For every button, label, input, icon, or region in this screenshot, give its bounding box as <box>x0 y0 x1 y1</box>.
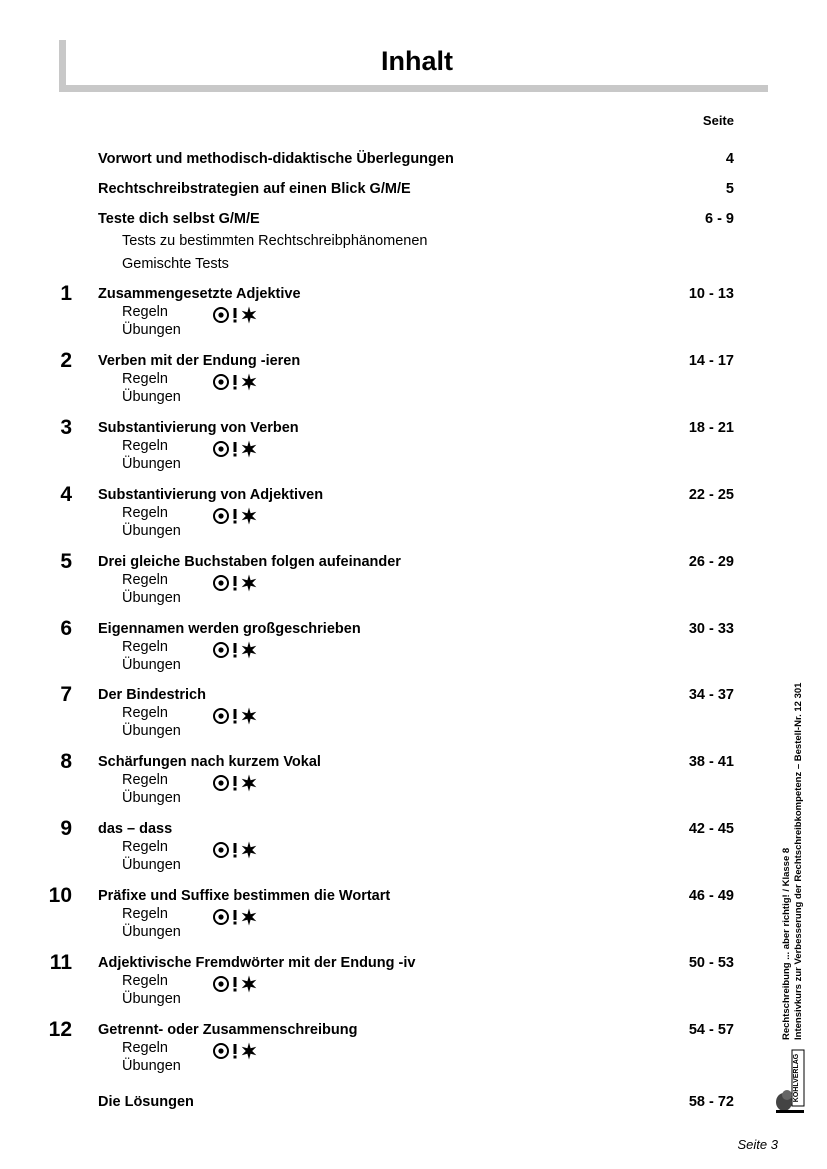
star-icon <box>240 440 258 458</box>
chapter-number: 9 <box>60 817 72 840</box>
chapter-entry <box>0 349 827 373</box>
uebungen-label: Übungen <box>122 389 181 405</box>
target-icon <box>212 440 230 458</box>
icon-group <box>212 1042 258 1060</box>
entry-pages: 4 <box>725 151 734 167</box>
chapter-entry <box>0 1018 827 1042</box>
icon-group <box>212 507 258 525</box>
target-icon <box>212 1042 230 1060</box>
regeln-label: Regeln <box>122 304 168 320</box>
chapter-title: das – dass <box>98 821 173 837</box>
entry-title: Teste dich selbst G/M/E <box>98 211 260 227</box>
uebungen-label: Übungen <box>122 590 181 606</box>
icon-group <box>212 641 258 659</box>
chapter-entry <box>0 683 827 707</box>
test-subentry: Gemischte Tests <box>122 256 229 272</box>
regeln-label: Regeln <box>122 973 168 989</box>
solutions-pages: 58 - 72 <box>688 1094 734 1110</box>
uebungen-label: Übungen <box>122 456 181 472</box>
chapter-pages: 22 - 25 <box>688 487 734 503</box>
icon-group <box>212 574 258 592</box>
side-publication-info <box>781 683 805 1040</box>
chapter-number: 8 <box>60 750 72 773</box>
chapter-number: 6 <box>60 617 72 640</box>
chapter-number: 5 <box>60 550 72 573</box>
regeln-label: Regeln <box>122 1040 168 1056</box>
chapter-title: Der Bindestrich <box>98 687 206 703</box>
chapter-title: Substantivierung von Adjektiven <box>98 487 324 503</box>
regeln-label: Regeln <box>122 639 168 655</box>
chapter-pages: 46 - 49 <box>688 888 734 904</box>
chapter-pages: 38 - 41 <box>688 754 734 770</box>
title-bar <box>59 40 768 92</box>
regeln-label: Regeln <box>122 371 168 387</box>
chapter-entry <box>0 416 827 440</box>
chapter-entry <box>0 884 827 908</box>
target-icon <box>212 306 230 324</box>
regeln-label: Regeln <box>122 572 168 588</box>
chapter-pages: 26 - 29 <box>688 554 734 570</box>
star-icon <box>240 841 258 859</box>
uebungen-label: Übungen <box>122 657 181 673</box>
exclamation-icon <box>232 774 238 792</box>
uebungen-label: Übungen <box>122 523 181 539</box>
chapter-entry <box>0 750 827 774</box>
chapter-entry <box>0 282 827 306</box>
chapter-title: Verben mit der Endung -ieren <box>98 353 301 369</box>
star-icon <box>240 975 258 993</box>
solutions-title: Die Lösungen <box>98 1094 194 1110</box>
uebungen-label: Übungen <box>122 924 181 940</box>
chapter-number: 1 <box>60 282 72 305</box>
exclamation-icon <box>232 975 238 993</box>
target-icon <box>212 373 230 391</box>
chapter-number: 7 <box>60 683 72 706</box>
icon-group <box>212 774 258 792</box>
chapter-pages: 10 - 13 <box>688 286 734 302</box>
star-icon <box>240 1042 258 1060</box>
chapter-title: Schärfungen nach kurzem Vokal <box>98 754 321 770</box>
side-line-1: Rechtschreibung ... aber richtig! / Klasse 8 <box>781 847 792 1040</box>
star-icon <box>240 908 258 926</box>
chapter-entry <box>0 617 827 641</box>
icon-group <box>212 306 258 324</box>
chapter-pages: 50 - 53 <box>688 955 734 971</box>
logo-text: KOHLVERLAG <box>793 1053 800 1103</box>
star-icon <box>240 507 258 525</box>
chapter-entry <box>0 817 827 841</box>
regeln-label: Regeln <box>122 505 168 521</box>
star-icon <box>240 306 258 324</box>
exclamation-icon <box>232 841 238 859</box>
regeln-label: Regeln <box>122 438 168 454</box>
publisher-logo <box>774 1048 806 1116</box>
star-icon <box>240 707 258 725</box>
chapter-number: 3 <box>60 416 72 439</box>
chapter-pages: 54 - 57 <box>688 1022 734 1038</box>
star-icon <box>240 373 258 391</box>
exclamation-icon <box>232 507 238 525</box>
star-icon <box>240 641 258 659</box>
exclamation-icon <box>232 574 238 592</box>
chapter-pages: 34 - 37 <box>688 687 734 703</box>
regeln-label: Regeln <box>122 772 168 788</box>
page-title: Inhalt <box>381 46 453 76</box>
target-icon <box>212 507 230 525</box>
chapter-title: Adjektivische Fremdwörter mit der Endung -iv <box>98 955 416 971</box>
uebungen-label: Übungen <box>122 322 181 338</box>
uebungen-label: Übungen <box>122 723 181 739</box>
seite-column-header: Seite <box>702 113 734 128</box>
chapter-pages: 14 - 17 <box>688 353 734 369</box>
regeln-label: Regeln <box>122 839 168 855</box>
exclamation-icon <box>232 440 238 458</box>
entry-title: Rechtschreibstrategien auf einen Blick G/M/E <box>98 181 411 197</box>
exclamation-icon <box>232 908 238 926</box>
chapter-number: 11 <box>49 951 72 974</box>
chapter-number: 10 <box>48 884 72 907</box>
side-line-2: Intensivkurs zur Verbesserung der Rechtschreibkompetenz – Bestell-Nr. 12 301 <box>793 682 804 1040</box>
exclamation-icon <box>232 707 238 725</box>
uebungen-label: Übungen <box>122 1058 181 1074</box>
uebungen-label: Übungen <box>122 857 181 873</box>
star-icon <box>240 774 258 792</box>
chapter-title: Eigennamen werden großgeschrieben <box>98 621 361 637</box>
target-icon <box>212 641 230 659</box>
page-number: Seite 3 <box>737 1137 778 1152</box>
icon-group <box>212 707 258 725</box>
regeln-label: Regeln <box>122 906 168 922</box>
chapter-title: Zusammengesetzte Adjektive <box>98 286 301 302</box>
regeln-label: Regeln <box>122 705 168 721</box>
toc-entry <box>0 211 827 231</box>
entry-pages: 6 - 9 <box>704 211 734 227</box>
solutions-entry <box>0 1094 827 1114</box>
chapter-number: 2 <box>60 349 72 372</box>
star-icon <box>240 574 258 592</box>
uebungen-label: Übungen <box>122 991 181 1007</box>
target-icon <box>212 975 230 993</box>
entry-title: Vorwort und methodisch-didaktische Überlegungen <box>98 151 454 167</box>
target-icon <box>212 908 230 926</box>
chapter-entry <box>0 951 827 975</box>
exclamation-icon <box>232 641 238 659</box>
icon-group <box>212 841 258 859</box>
target-icon <box>212 574 230 592</box>
chapter-pages: 30 - 33 <box>688 621 734 637</box>
uebungen-label: Übungen <box>122 790 181 806</box>
toc-entry <box>0 151 827 171</box>
exclamation-icon <box>232 1042 238 1060</box>
target-icon <box>212 707 230 725</box>
entry-pages: 5 <box>725 181 734 197</box>
chapter-entry <box>0 483 827 507</box>
chapter-title: Drei gleiche Buchstaben folgen aufeinander <box>98 554 401 570</box>
icon-group <box>212 373 258 391</box>
chapter-title: Getrennt- oder Zusammenschreibung <box>98 1022 358 1038</box>
chapter-number: 12 <box>48 1018 72 1041</box>
toc-entry <box>0 181 827 201</box>
chapter-title: Präfixe und Suffixe bestimmen die Wortart <box>98 888 391 904</box>
icon-group <box>212 440 258 458</box>
chapter-pages: 42 - 45 <box>688 821 734 837</box>
icon-group <box>212 975 258 993</box>
exclamation-icon <box>232 306 238 324</box>
test-subentry: Tests zu bestimmten Rechtschreibphänomenen <box>122 233 428 249</box>
chapter-entry <box>0 550 827 574</box>
target-icon <box>212 774 230 792</box>
target-icon <box>212 841 230 859</box>
exclamation-icon <box>232 373 238 391</box>
chapter-pages: 18 - 21 <box>688 420 734 436</box>
chapter-number: 4 <box>60 483 72 506</box>
chapter-title: Substantivierung von Verben <box>98 420 299 436</box>
icon-group <box>212 908 258 926</box>
